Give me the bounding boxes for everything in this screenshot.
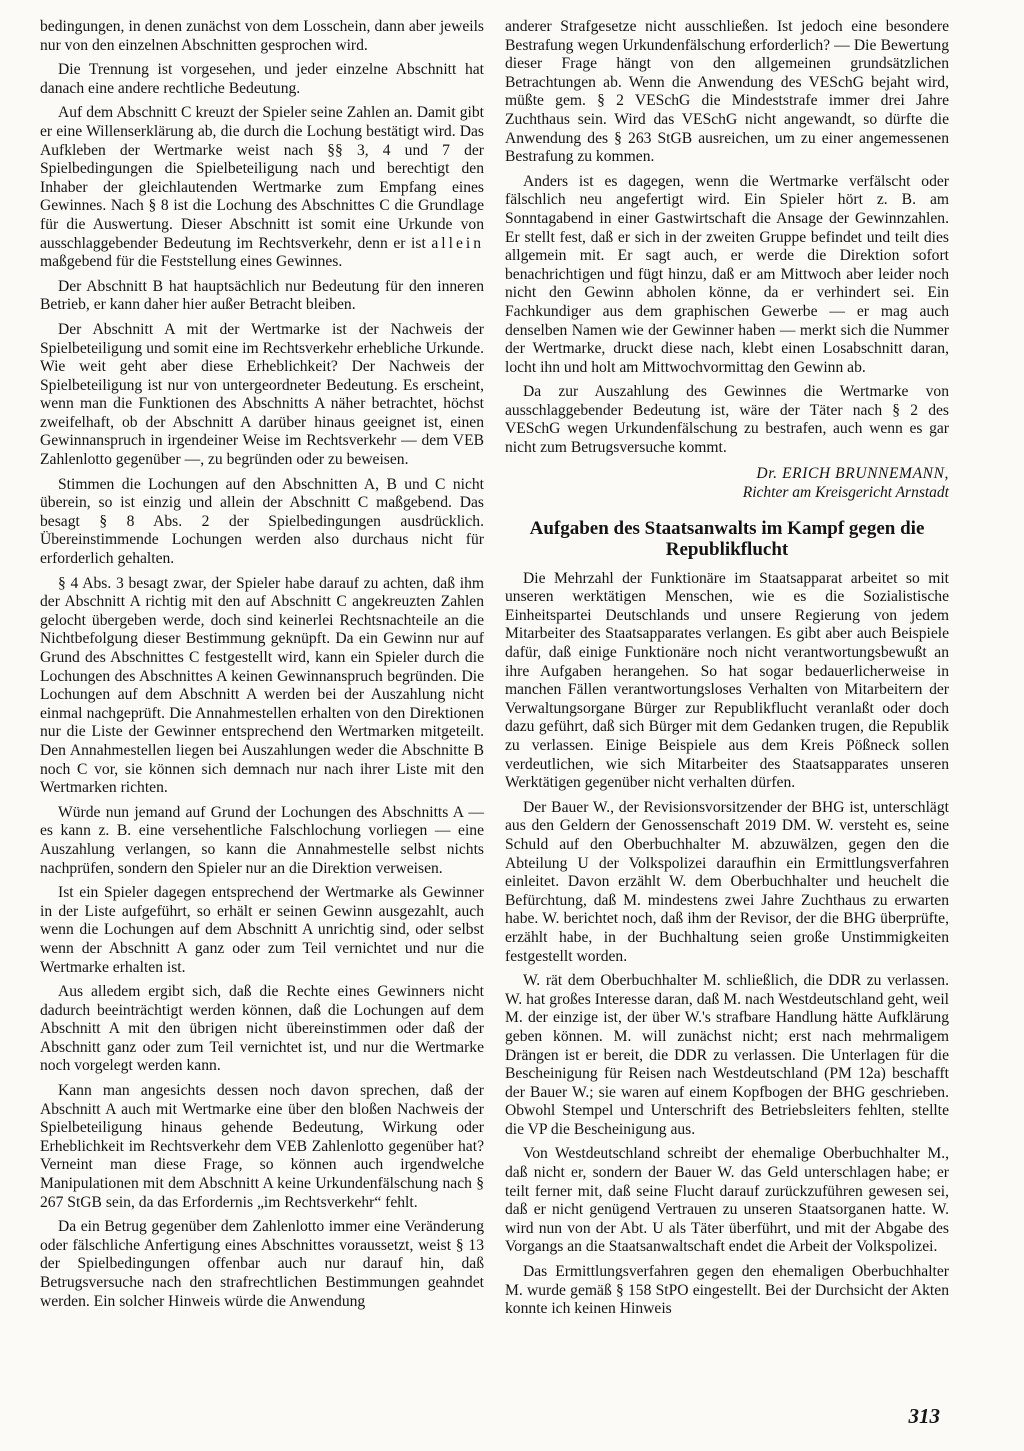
emphasis-text: allein: [431, 234, 484, 252]
left-column: [40, 18, 484, 1317]
paragraph: Der Abschnitt A mit der Wertmarke ist der Nachweis der Spielbeteiligung und somit eine im Rechtsverkehr erhebliche Urkunde. Wie weit geht aber diese Erheblichkeit? Der Nachweis der Spielbeteiligung ist nur von untergeordneter Bedeutung. Es erscheint, wenn man die Funktionen des Abschnitts A näher betrachtet, höchst zweifelhaft, ob der Abschnitt A darüber hinaus geeignet ist, einen Gewinnanspruch in irgendeiner Weise im Rechtsverkehr — dem VEB Zahlenlotto gegenüber —, zu begründen oder zu beweisen.: [40, 320, 484, 469]
paragraph: W. rät dem Oberbuchhalter M. schließlich, die DDR zu verlassen. W. hat großes Interesse daran, daß M. nach Westdeutschland geht, weil M. der einzige ist, der über W.'s strafbare Handlung hätte Aufklärung geben können. M. will zunächst nicht; erst nach mehrmaligem Drängen ist er bereit, die DDR zu verlassen. Die Unterlagen für die Bescheinigung für Reisen nach Westdeutschland (PM 12a) beschafft der Bauer W.; sie waren auf einem Kopfbogen der BHG geschrieben. Obwohl Stempel und Unterschrift des Betriebsleiters fehlten, stellte die VP die Bescheinigung aus.: [505, 972, 949, 1138]
paragraph: Aus alledem ergibt sich, daß die Rechte eines Gewinners nicht dadurch beeinträchtigt werden können, daß die Lochungen auf dem Abschnitt A mit den übrigen nicht übereinstimmen oder daß der Abschnitt ganz oder zum Teil vernichtet ist, und nur die Wertmarke noch vorgelegt werden kann.: [40, 983, 484, 1075]
paragraph: Die Trennung ist vorgesehen, und jeder einzelne Abschnitt hat danach eine andere rechtliche Bedeutung.: [40, 61, 484, 97]
paragraph: Würde nun jemand auf Grund der Lochungen des Abschnitts A — es kann z. B. eine versehentliche Falschlochung vorliegen — eine Auszahlung verlangen, so kann die Annahmestelle selbst nichts nachprüfen, sondern den Spieler nur an die Direktion verweisen.: [40, 803, 484, 877]
paragraph: § 4 Abs. 3 besagt zwar, der Spieler habe darauf zu achten, daß ihm der Abschnitt A richtig mit den auf Abschnitt C angekreuzten Zahlen gelocht übergeben werde, doch sind keinerlei Rechtsnachteile an die Nichtbefolgung dieser Bestimmung geknüpft. Da ein Gewinn nur auf Grund des Abschnittes C festgestellt wird, kann ein Spieler durch die Lochungen des Abschnittes A keinen Gewinnanspruch begründen. Die Lochungen auf dem Abschnitt A werden bei der Auszahlung nicht einmal nachgeprüft. Die Annahmestellen erhalten von den Direktionen nur die Liste der Gewinner entsprechend den Wertmarken mitgeteilt. Den Annahmestellen liegen bei Auszahlungen weder die Abschnitte B noch C vor, sie können sich demnach nur nach ihrer Liste mit den Wertmarken richten.: [40, 574, 484, 797]
paragraph: Kann man angesichts dessen noch davon sprechen, daß der Abschnitt A auch mit Wertmarke eine über den bloßen Nachweis der Spielbeteiligung hinaus gehende Bedeutung, Wirkung oder Erheblichkeit im Rechtsverkehr dem VEB Zahlenlotto gegenüber hat? Verneint man diese Frage, so können auch irgendwelche Manipulationen mit dem Abschnitt A keine Urkundenfälschung nach § 267 StGB sein, da das Erfordernis „im Rechtsverkehr“ fehlt.: [40, 1082, 484, 1211]
paragraph: bedingungen, in denen zunächst von dem Losschein, dann aber jeweils nur von den einzelnen Abschnitten gesprochen wird.: [40, 18, 484, 54]
paragraph: Da ein Betrug gegenüber dem Zahlenlotto immer eine Veränderung oder fälschliche Anfertigung eines Abschnittes voraussetzt, weist § 13 der Spielbedingungen offenbar auch nur darauf hin, daß Betrugsversuche nach den strafrechtlichen Bestimmungen geahndet werden. Ein solcher Hinweis würde die Anwendung: [40, 1218, 484, 1310]
paragraph: Der Bauer W., der Revisionsvorsitzender der BHG ist, unterschlägt aus den Geldern der Genossenschaft 2019 DM. W. versteht es, seine Schuld auf den Oberbuchhalter M. abzuwälzen, gegen den die Abteilung U der Volkspolizei daraufhin ein Ermittlungsverfahren einleitet. Davon erzählt W. dem Oberbuchhalter und heuchelt die Befürchtung, daß M. mindestens zwei Jahre Zuchthaus zu erwarten habe. W. berichtet noch, daß ihm der Revisor, der die BHG überprüfte, erzählt habe, in der Buchhaltung seien große Unstimmigkeiten festgestellt worden.: [505, 798, 949, 965]
paragraph: [40, 104, 484, 271]
paragraph: Da zur Auszahlung des Gewinnes die Wertmarke von ausschlaggebender Bedeutung ist, wäre der Täter nach § 2 des VESchG wegen Urkundenfälschung zu bestrafen, auch wenn es gar nicht zum Betrugsversuche kommt.: [505, 383, 949, 457]
author-role: Richter am Kreisgericht Arnstadt: [742, 483, 949, 501]
paragraph-text: maßgebend für die Feststellung eines Gewinnes.: [40, 253, 343, 271]
paragraph-text: Auf dem Abschnitt C kreuzt der Spieler seine Zahlen an. Damit gibt er eine Willenserklärung ab, die durch die Lochung bestätigt wird. Das Aufkleben der Wertmarke weist nach §§ 3, 4 und 7 der Spielbedingungen die Spielbeteiligung nach und berechtigt den Inhaber der gleichlautenden Wertmarke zum Empfang eines Gewinnes. Nach § 8 ist die Lochung des Abschnittes C die Grundlage für die Auswertung. Dieser Abschnitt ist somit eine Urkunde von ausschlaggebender Bedeutung im Rechtsverkehr, denn er ist: [40, 104, 484, 252]
page-number: 313: [908, 1404, 940, 1428]
paragraph: Das Ermittlungsverfahren gegen den ehemaligen Oberbuchhalter M. wurde gemäß § 158 StPO eingestellt. Bei der Durchsicht der Akten konnte ich keinen Hinweis: [505, 1263, 949, 1318]
right-column: [505, 18, 949, 1325]
paragraph: Ist ein Spieler dagegen entsprechend der Wertmarke als Gewinner in der Liste aufgeführt, so erhält er seinen Gewinn ausgezahlt, auch wenn die Lochungen auf dem Abschnitt A unrichtig sind, oder selbst wenn der Abschnitt A ganz oder zum Teil vernichtet und nur die Wertmarke erhalten ist.: [40, 884, 484, 976]
paragraph: anderer Strafgesetze nicht ausschließen. Ist jedoch eine besondere Bestrafung wegen Urkundenfälschung erforderlich? — Die Bewertung dieser Frage hängt von den allgemeinen grundsätzlichen Betrachtungen ab. Wenn die Anwendung des VESchG bejaht wird, müßte gem. § 2 VESchG die Mindeststrafe immer drei Jahre Zuchthaus sein. Wird das VESchG nicht angewandt, so dürfte die Anwendung des § 263 StGB ausreichen, um zu einer angemessenen Bestrafung zu kommen.: [505, 18, 949, 166]
author-byline: [505, 464, 949, 502]
paragraph: Anders ist es dagegen, wenn die Wertmarke verfälscht oder fälschlich neu angefertigt wird. Ein Spieler hört z. B. am Sonntagabend in einer Gastwirtschaft die Ansage der Gewinnzahlen. Er stellt fest, daß er sich in der zweiten Gruppe befindet und teilt dies allgemein mit. Er sagt auch, er werde die Direktion sofort benachrichtigen und fügt hinzu, daß er am Mittwoch aber leider noch nicht den Gewinn abholen könne, da er verhindert sei. Ein Fachkundiger aus dem graphischen Gewerbe — er mag auch denselben Namen wie der Gewinner haben — merkt sich die Nummer der Wertmarke, druckt diese nach, klebt einen Losabschnitt daran, locht ihn und holt am Mittwochvormittag den Gewinn ab.: [505, 172, 949, 376]
author-name: Dr. ERICH BRUNNEMANN,: [756, 464, 949, 482]
paragraph: Von Westdeutschland schreibt der ehemalige Oberbuchhalter M., daß nicht er, sondern der Bauer W. das Geld unterschlagen habe; er teilt ferner mit, daß seine Flucht darauf zurückzuführen gewesen sei, daß er nicht genügend Vertrauen zu unseren Staatsorganen hatte. W. wird nun von der Abt. U als Täter überführt, und mit der Abgabe des Vorgangs an die Staatsanwaltschaft endet die Arbeit der Volkspolizei.: [505, 1145, 949, 1256]
paragraph: Der Abschnitt B hat hauptsächlich nur Bedeutung für den inneren Betrieb, er kann daher hier außer Betracht bleiben.: [40, 277, 484, 314]
paragraph: Die Mehrzahl der Funktionäre im Staatsapparat arbeitet so mit unseren werktätigen Menschen, wie es die Sozialistische Einheitspartei Deutschlands und unsere Regierung von jedem Mitarbeiter des Staatsapparates verlangen. Es gibt aber auch Beispiele dafür, daß einige Funktionäre noch nicht verantwortungsbewußt an ihre Aufgaben herangehen. So hat sogar bedauerlicherweise in manchen Fällen verantwortungsloses Verhalten von Mitarbeitern der Verwaltungsorgane Bürger zur Republikflucht veranlaßt oder doch dazu geführt, daß sich Bürger mit dem Gedanken trugen, die Republik zu verlassen. Einige Beispiele aus dem Kreis Pößneck sollen verdeutlichen, wie sich Mitarbeiter des Staatsapparates unseren Werktätigen gegenüber nicht verhalten dürfen.: [505, 569, 949, 792]
paragraph: Stimmen die Lochungen auf den Abschnitten A, B und C nicht überein, so ist einzig und allein der Abschnitt C maßgebend. Das besagt § 8 Abs. 2 der Spielbedingungen ausdrücklich. Übereinstimmende Lochungen werden also durchaus nicht für erforderlich gehalten.: [40, 475, 484, 568]
article-heading: Aufgaben des Staatsanwalts im Kampf gegen die Republikflucht: [529, 517, 925, 560]
